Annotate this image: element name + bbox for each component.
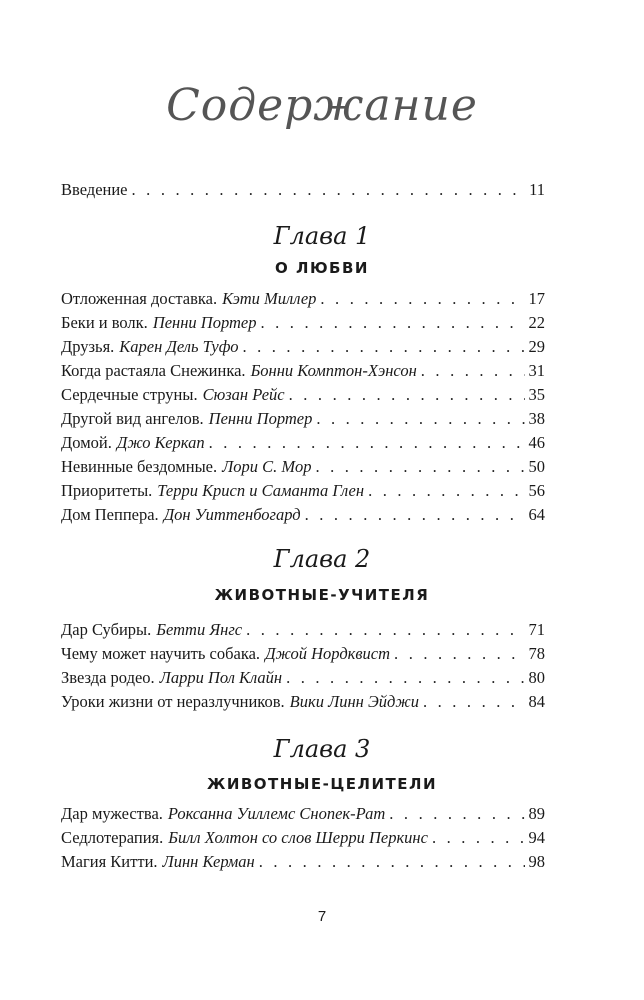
toc-entry-title: Магия Китти. [61,852,158,871]
dot-leader [389,804,524,824]
dot-leader [289,385,525,405]
chapter-heading: Глава 3 [273,735,371,763]
toc-entry-page: 35 [528,385,545,404]
toc-entry-page: 80 [528,668,545,687]
chapter-heading: Глава 2 [273,545,371,573]
chapter-heading: Глава 1 [273,222,371,250]
toc-entry-title: Отложенная доставка. [61,289,218,308]
toc-entry[interactable] [61,644,545,668]
toc-entry[interactable] [61,289,545,313]
toc-entry-page: 84 [528,692,545,711]
toc-entry-author: Билл Холтон со слов Шерри Перкинс [168,828,428,847]
toc-entry[interactable] [61,692,545,716]
toc-entry[interactable] [61,668,545,692]
toc-entry-page: 46 [528,433,545,452]
toc-entry-page: 50 [528,457,545,476]
toc-entry[interactable] [61,409,545,433]
toc-entry-title: Звезда родео. [61,668,155,687]
toc-entry-title: Когда растаяла Снежинка. [61,361,246,380]
dot-leader [259,852,525,872]
toc-entry[interactable] [61,337,545,361]
dot-leader [261,313,525,333]
toc-entry[interactable] [61,433,545,457]
dot-leader [246,620,524,640]
toc-entry-page: 71 [528,620,545,639]
page-number: 7 [317,908,327,925]
toc-entry-title: Невинные бездомные. [61,457,218,476]
dot-leader [316,409,524,429]
chapter-subtitle: ЖИВОТНЫЕ-УЧИТЕЛЯ [214,586,430,604]
toc-entry-author: Сюзан Рейс [202,385,285,404]
toc-entry-author: Бетти Янгс [156,620,243,639]
dot-leader [320,289,524,309]
dot-leader [423,692,525,712]
toc-entry-page: 94 [528,828,545,847]
toc-entry-page: 89 [528,804,545,823]
toc-entry[interactable] [61,828,545,852]
toc-entry-title: Введение [61,180,128,199]
toc-entry-title: Домой. [61,433,112,452]
toc-entry-author: Лори С. Мор [222,457,312,476]
toc-entry-author: Пенни Портер [208,409,313,428]
toc-entry-title: Беки и волк. [61,313,148,332]
toc-entry[interactable] [61,620,545,644]
toc-entry[interactable] [61,457,545,481]
toc-entry-author: Вики Линн Эйджи [289,692,419,711]
toc-entry-title: Дар Субиры. [61,620,152,639]
toc-entry-author: Ларри Пол Клайн [159,668,283,687]
dot-leader [242,337,524,357]
dot-leader [209,433,525,453]
toc-entry[interactable] [61,481,545,505]
toc-entry-page: 56 [528,481,545,500]
toc-entry-page: 22 [528,313,545,332]
toc-entry[interactable] [61,385,545,409]
toc-entry-page: 98 [528,852,545,871]
toc-entry-title: Сердечные струны. [61,385,198,404]
dot-leader [315,457,524,477]
toc-entry-title: Седлотерапия. [61,828,164,847]
toc-entry-title: Чему может научить собака. [61,644,261,663]
toc-entry-author: Карен Дель Туфо [119,337,239,356]
dot-leader [394,644,524,664]
toc-entry[interactable] [61,361,545,385]
toc-entry-page: 31 [528,361,545,380]
toc-entry-title: Дар мужества. [61,804,163,823]
toc-entry-title: Другой вид ангелов. [61,409,204,428]
toc-entry[interactable] [61,852,545,876]
toc-entry-title: Приоритеты. [61,481,153,500]
toc-entry-page: 64 [528,505,545,524]
chapter-subtitle: ЖИВОТНЫЕ-ЦЕЛИТЕЛИ [206,775,438,793]
toc-entry-author: Бонни Комптон-Хэнсон [250,361,417,380]
toc-entry-author: Терри Крисп и Саманта Глен [157,481,365,500]
toc-entry-title: Уроки жизни от неразлучников. [61,692,285,711]
dot-leader [305,505,525,525]
dot-leader [432,828,525,848]
dot-leader [368,481,524,501]
toc-entry-author: Роксанна Уиллемс Снопек-Рат [167,804,386,823]
dot-leader [132,180,526,200]
toc-entry-page: 17 [528,289,545,308]
toc-entry[interactable] [61,313,545,337]
toc-entry-author: Пенни Портер [152,313,257,332]
dot-leader [421,361,525,381]
toc-entry[interactable] [61,505,545,529]
toc-entry-author: Кэти Миллер [222,289,317,308]
toc-entry-title: Дом Пеппера. [61,505,159,524]
toc-entry-page: 29 [528,337,545,356]
dot-leader [286,668,524,688]
toc-entry-page: 78 [528,644,545,663]
toc-entry[interactable] [61,804,545,828]
toc-entry-author: Дон Уиттенбогард [163,505,301,524]
toc-entry-author: Линн Керман [162,852,255,871]
page-title: Содержание [166,80,478,131]
chapter-subtitle: О ЛЮБВИ [275,259,369,277]
toc-entry-intro[interactable] [61,180,545,204]
toc-entry-page: 38 [528,409,545,428]
toc-entry-author: Джо Керкап [116,433,205,452]
toc-entry-author: Джой Нордквист [265,644,391,663]
toc-entry-title: Друзья. [61,337,115,356]
toc-entry-page: 11 [529,180,545,199]
